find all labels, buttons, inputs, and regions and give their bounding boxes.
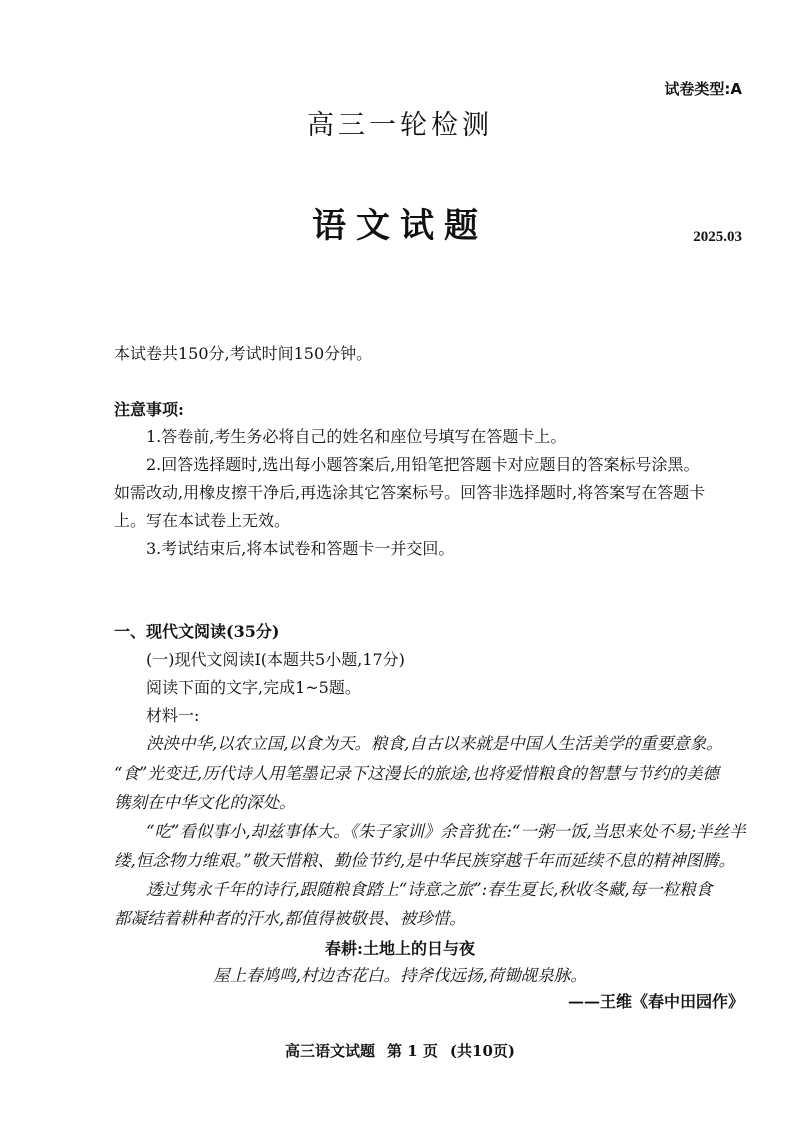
footer-page-number: 第 1 页 — [387, 1042, 438, 1060]
material-label: 材料一: — [146, 706, 200, 725]
passage-p1-line-2: “食”光变迁,历代诗人用笔墨记录下这漫长的旅途,也将爱惜粮食的智慧与节约的美德 — [114, 764, 719, 783]
notes-item-2-line-2: 如需改动,用橡皮擦干净后,再选涂其它答案标号。回答非选择题时,将答案写在答题卡 — [114, 483, 706, 502]
passage-p1-line-3: 镌刻在中华文化的深处。 — [114, 793, 296, 812]
passage-p1-line-1: 泱泱中华,以农立国,以食为天。粮食,自古以来就是中国人生活美学的重要意象。 — [146, 734, 723, 753]
notes-item-3: 3.考试结束后,将本试卷和答题卡一并交回。 — [146, 539, 455, 558]
sub-section-heading: (一)现代文阅读I(本题共5小题,17分) — [146, 650, 405, 669]
section-heading: 一、现代文阅读(35分) — [114, 622, 280, 641]
passage-p2-line-2: 缕,恒念物力维艰。”敬天惜粮、勤俭节约,是中华民族穿越千年而延续不息的精神图腾。 — [114, 851, 736, 870]
notes-heading: 注意事项: — [114, 400, 184, 419]
poem-source: ——王维《春中田园作》 — [567, 992, 744, 1011]
subject-title: 语文试题 — [312, 206, 488, 246]
passage-p3-line-2: 都凝结着耕种者的汗水,都值得被敬畏、被珍惜。 — [114, 909, 466, 928]
footer-total-pages: (共10页) — [449, 1042, 515, 1060]
footer-page-label: 高三语文试题 — [285, 1042, 376, 1060]
poem-line: 屋上春鸠鸣,村边杏花白。持斧伐远扬,荷锄觇泉脉。 — [213, 966, 587, 985]
passage-p2-line-1: “吃”看似事小,却兹事体大。《朱子家训》余音犹在:“一粥一饭,当思来处不易;半丝半 — [146, 822, 746, 841]
notes-item-2-line-3: 上。写在本试卷上无效。 — [114, 511, 291, 530]
passage-p3-line-1: 透过隽永千年的诗行,跟随粮食踏上“诗意之旅”:春生夏长,秋收冬藏,每一粒粮食 — [146, 880, 713, 899]
exam-title: 高三一轮检测 — [307, 110, 493, 141]
notes-item-1: 1.答卷前,考生务必将自己的姓名和座位号填写在答题卡上。 — [146, 427, 567, 446]
reading-instruction: 阅读下面的文字,完成1~5题。 — [146, 678, 361, 697]
intro-text: 本试卷共150分,考试时间150分钟。 — [114, 344, 373, 363]
exam-date: 2025.03 — [693, 229, 742, 245]
notes-item-2-line-1: 2.回答选择题时,选出每小题答案后,用铅笔把答题卡对应题目的答案标号涂黑。 — [146, 455, 700, 474]
paper-type-label: 试卷类型:A — [664, 80, 742, 98]
page-footer — [0, 1040, 800, 1061]
poem-title: 春耕:土地上的日与夜 — [325, 939, 475, 958]
